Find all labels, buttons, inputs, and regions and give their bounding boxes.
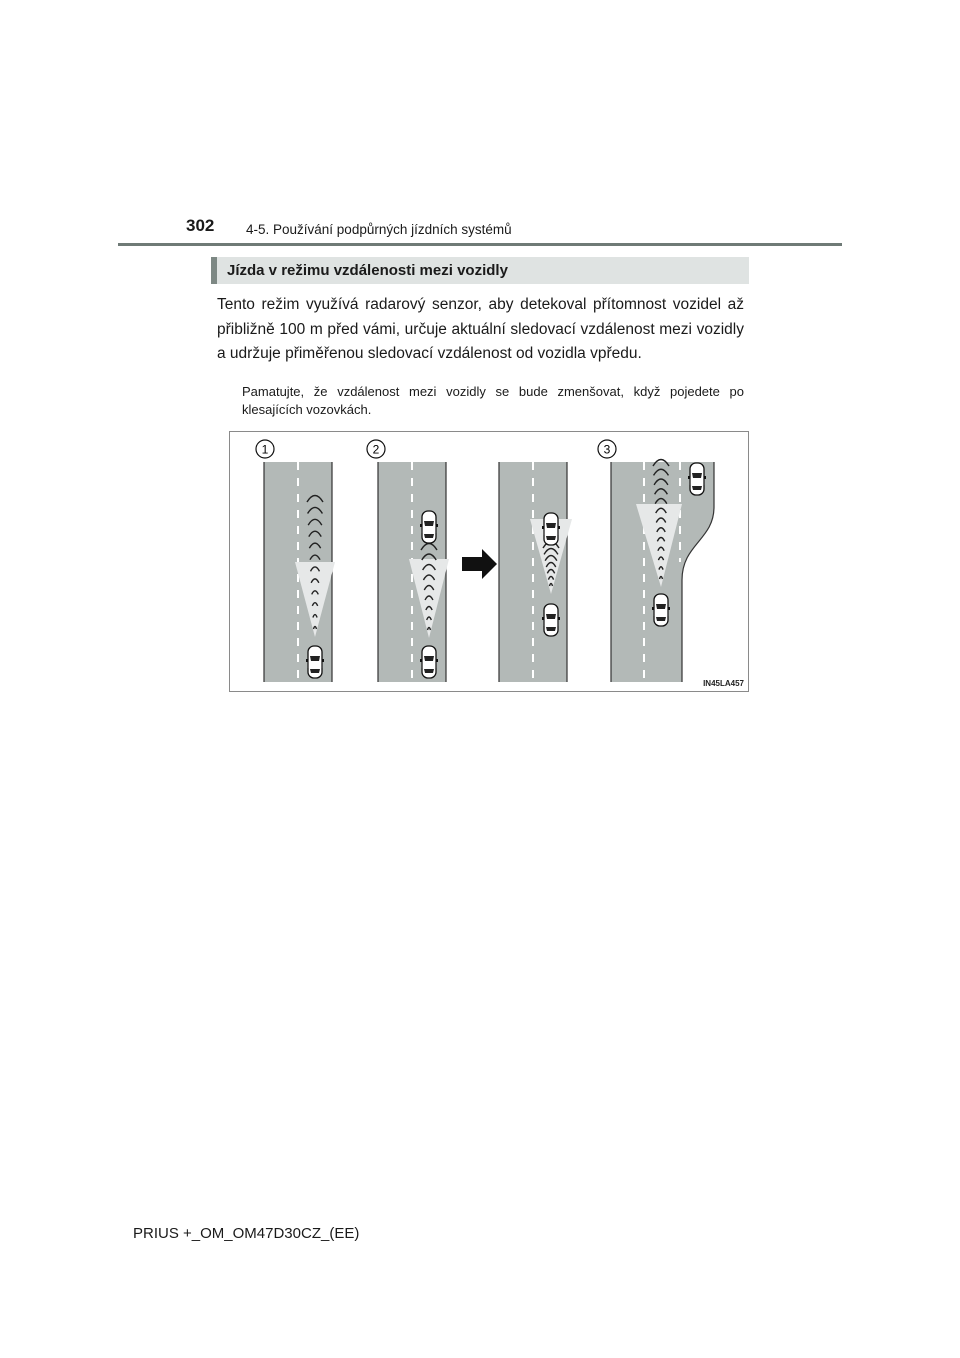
lead-car <box>420 511 438 543</box>
panel-1 <box>256 440 335 682</box>
callout-1-label: 1 <box>261 442 269 457</box>
figure-code: IN45LA457 <box>703 679 744 688</box>
own-car <box>542 604 560 636</box>
own-car <box>306 646 324 678</box>
section-title: 4-5. Používání podpůrných jízdních systémů <box>246 222 512 237</box>
own-car <box>420 646 438 678</box>
panel-2 <box>367 440 449 682</box>
callout-2-label: 2 <box>372 442 380 457</box>
lead-car <box>542 513 560 545</box>
own-car <box>652 594 670 626</box>
body-paragraph: Tento režim využívá radarový senzor, aby detekoval přítomnost vozidel až přibližně 100 m před vámi, určuje aktuální sledovací vzdálenost mezi vozidly a udržuje přiměřenou sledovací vzdálenost od vozidla vpředu. <box>217 296 744 362</box>
page-number: 302 <box>186 216 215 235</box>
adjacent-lane-car <box>688 463 706 495</box>
panel-2b <box>499 462 572 682</box>
transition-arrow <box>462 549 497 579</box>
subheading: Jízda v režimu vzdálenosti mezi vozidly <box>211 257 749 284</box>
note-paragraph: Pamatujte, že vzdálenost mezi vozidly se bude zmenšovat, když pojedete po klesajících vozovkách. <box>242 384 744 417</box>
callout-3-label: 3 <box>603 442 611 457</box>
illustration-canvas <box>230 432 750 693</box>
header-divider <box>118 243 842 246</box>
panel-3 <box>598 440 714 682</box>
footer-document-code: PRIUS +_OM_OM47D30CZ_(EE) <box>133 1225 360 1242</box>
distance-mode-illustration <box>229 431 749 692</box>
